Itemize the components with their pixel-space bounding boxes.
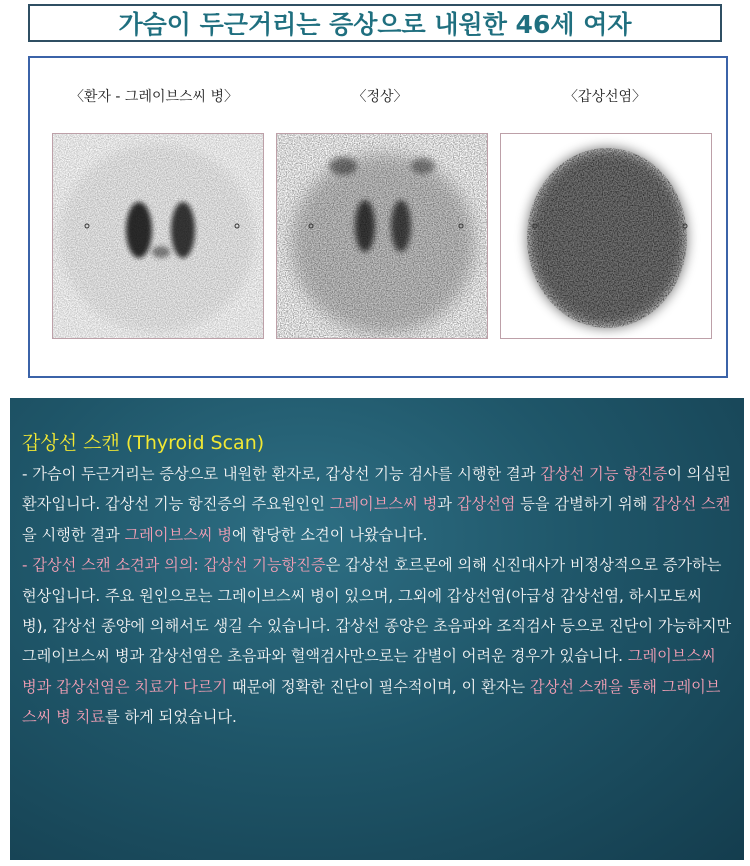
description-panel: [10, 398, 744, 860]
highlight-text: 그레이브스씨 병: [124, 525, 233, 544]
caption-graves: 〈환자 - 그레이브스씨 병〉: [69, 89, 239, 105]
caption-thyroiditis: 〈갑상선염〉: [563, 89, 647, 105]
highlight-text: 그레이브스씨 병과 갑상선염은 치료가 다르기: [22, 647, 716, 696]
body-text: 에 합당한 소견이 나왔습니다.: [232, 525, 428, 544]
body-text: 이 의심된 환자입니다. 갑상선 기능 항진증의 주요원인인: [22, 465, 731, 514]
scan-image-graves: [52, 133, 264, 339]
body-text: 때문에 정확한 진단이 필수적이며, 이 환자는: [227, 677, 530, 696]
scan-image-normal: [276, 133, 488, 339]
highlight-text: 갑상선 기능 항진증: [540, 465, 668, 483]
page-title: 가슴이 두근거리는 증상으로 내원한 46세 여자: [118, 10, 632, 39]
caption-normal: 〈정상〉: [352, 89, 408, 105]
highlight-text: - 갑상선 스캔 소견과 의의:: [22, 556, 204, 575]
body-text: 은 갑상선 호르몬에 의해 신진대사가 비정상적으로 증가하는 현상입니다. 주요 원인으로는 그레이브스씨 병이 있으며, 그외에 갑상선염(아급성 갑상선염, 하시모토씨 병), 갑상선 종양에 의해서도 생길 수 있습니다. 갑상선 종양은 초음파와 조직검사 등으로 진단이 가능하지만 그레이브스씨 병과 갑상선염은 초음파와 혈액검사만으로는 감별이 어려운 경우가 있습니다.: [22, 556, 732, 666]
body-text: 를 하게 되었습니다.: [105, 708, 237, 727]
paragraph-case: [22, 459, 732, 550]
paragraph-significance: [22, 550, 732, 732]
highlight-text: 갑상선 기능항진증: [203, 556, 326, 575]
highlight-text: 갑상선 스캔을 통해 그레이브스씨 병 치료: [22, 677, 721, 727]
section-heading: 갑상선 스캔 (Thyroid Scan): [22, 432, 265, 454]
body-text: 과: [437, 495, 457, 514]
body-text: 을 시행한 결과: [22, 525, 125, 544]
highlight-text: 그레이브스씨 병: [329, 495, 438, 514]
scan-figure: [28, 56, 728, 378]
title-banner: [28, 4, 722, 42]
scan-image-thyroiditis: [500, 133, 712, 339]
highlight-text: 갑상선염: [456, 495, 516, 514]
body-text: - 가슴이 두근거리는 증상으로 내원한 환자로, 갑상선 기능 검사를 시행한 결과: [22, 465, 541, 483]
body-text: 등을 감별하기 위해: [515, 495, 653, 514]
highlight-text: 갑상선 스캔: [652, 495, 731, 514]
